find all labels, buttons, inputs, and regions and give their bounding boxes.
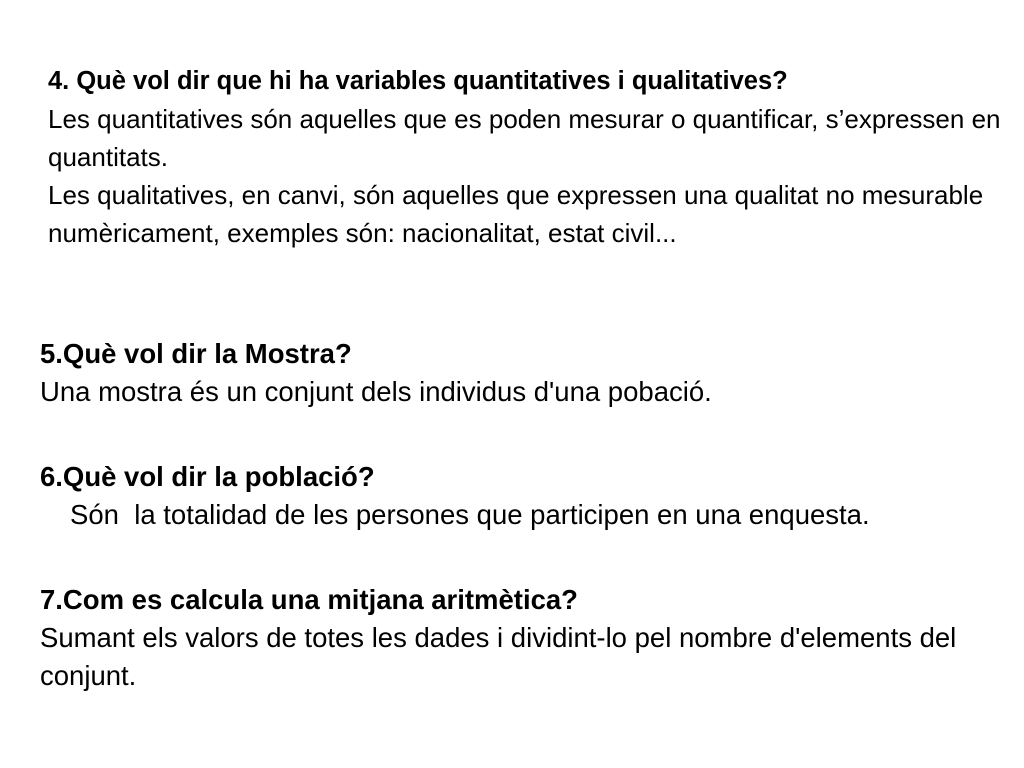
question-4-answer-qualitative: Les qualitatives, en canvi, són aquelles que expressen una qualitat no mesurable numèricament, exemples són: nacionalitat, estat civil... [48, 180, 984, 248]
question-7-answer: Sumant els valors de totes les dades i dividint-lo pel nombre d'elements del conjunt. [40, 622, 957, 691]
question-5-answer: Una mostra és un conjunt dels individus d'una pobació. [40, 376, 712, 407]
question-7-heading: 7.Com es calcula una mitjana aritmètica? [40, 584, 578, 615]
question-6-heading: 6.Què vol dir la població? [40, 461, 375, 492]
question-block-5 [40, 335, 1000, 411]
question-block-4 [48, 62, 1008, 252]
question-block-6 [40, 458, 1010, 534]
question-4-heading: 4. Què vol dir que hi ha variables quantitatives i qualitatives? [48, 67, 788, 95]
question-5-heading: 5.Què vol dir la Mostra? [40, 338, 352, 369]
question-4-answer-quantitative: Les quantitatives són aquelles que es poden mesurar o quantificar, s’expressen en quantitats. [48, 104, 1001, 172]
question-6-answer: Són la totalidad de les persones que participen en una enquesta. [70, 499, 870, 530]
question-block-7 [40, 581, 1000, 695]
